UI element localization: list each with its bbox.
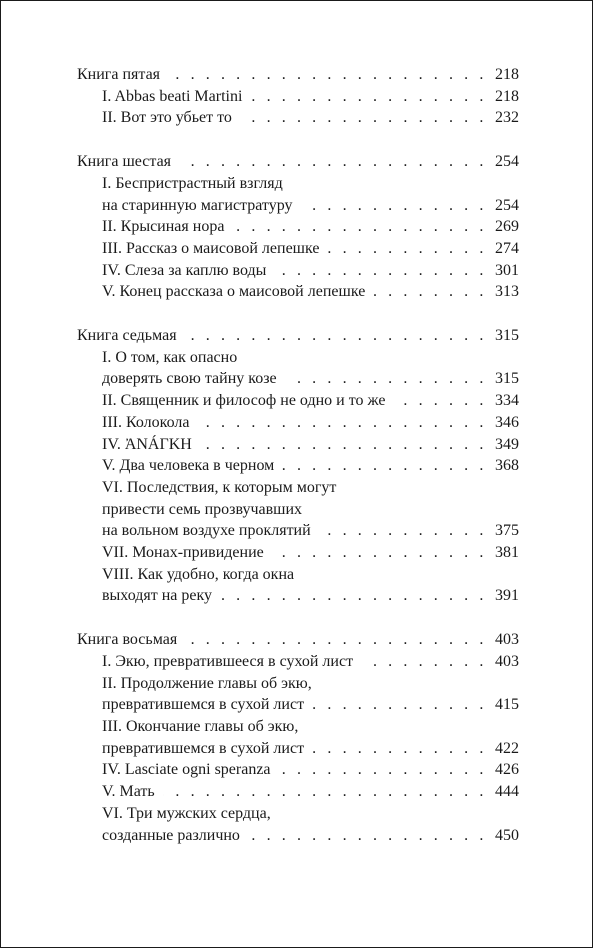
page-number: 391 (495, 587, 519, 605)
chapter-title: IV. Слеза за каплю воды (102, 261, 267, 279)
page-number: 254 (495, 153, 519, 171)
section-title: Книга шестая (77, 153, 172, 171)
chapter-title: I. Экю, превратившееся в сухой лист (102, 652, 354, 670)
dot-leader (327, 238, 487, 260)
dot-leader (250, 86, 487, 108)
section-title: Книга пятая (77, 66, 161, 83)
chapter-title: IV. ἈNÁΓKH (102, 435, 192, 453)
dot-leader (319, 520, 487, 542)
chapter-title: V. Мать (102, 783, 155, 801)
dot-leader (282, 455, 487, 477)
page-number: 403 (495, 631, 519, 649)
chapter-title: превратившемся в сухой лист (102, 696, 305, 714)
dot-leader (274, 260, 487, 282)
chapter-title: созданные различно (102, 826, 240, 844)
page-number: 313 (495, 283, 519, 301)
table-of-contents (77, 64, 519, 868)
chapter-row (77, 238, 519, 260)
chapter-row (77, 738, 519, 760)
toc-section (77, 64, 519, 129)
chapter-row (77, 825, 519, 847)
section-title: Книга седьмая (77, 327, 177, 345)
section-heading-row (77, 325, 519, 347)
chapter-row (77, 216, 519, 238)
page-number: 422 (495, 739, 519, 757)
page-number: 368 (495, 457, 519, 475)
page-number: 381 (495, 544, 519, 562)
dot-leader (185, 325, 487, 347)
dot-leader (163, 781, 487, 803)
page-number: 269 (495, 218, 519, 236)
dot-leader (220, 585, 487, 607)
section-heading-row (77, 64, 519, 86)
chapter-row (77, 651, 519, 673)
dot-leader (393, 390, 487, 412)
chapter-row (77, 520, 519, 542)
page-number: 301 (495, 261, 519, 279)
chapter-title: III. Рассказ о маисовой лепешке (102, 239, 320, 257)
page-number: 218 (495, 87, 519, 105)
dot-leader (240, 107, 487, 129)
page-number: 254 (495, 196, 519, 214)
chapter-row (77, 281, 519, 303)
chapter-row (77, 694, 519, 716)
dot-leader (272, 542, 487, 564)
dot-leader (179, 151, 487, 173)
chapter-title: превратившемся в сухой лист (102, 739, 305, 757)
chapter-row (77, 260, 519, 282)
chapter-title-line: VI. Последствия, к которым могут (102, 478, 337, 496)
dot-leader (168, 64, 487, 86)
chapter-title: VII. Монах-привидение (102, 544, 264, 562)
toc-section (77, 151, 519, 303)
dot-leader (197, 412, 487, 434)
page-number: 450 (495, 826, 519, 844)
page-number: 315 (495, 327, 519, 345)
chapter-title-line: III. Окончание главы об экю, (102, 717, 299, 735)
toc-section (77, 629, 519, 846)
page-number: 334 (495, 392, 519, 410)
chapter-row (77, 781, 519, 803)
chapter-row (77, 107, 519, 129)
page-number: 403 (495, 652, 519, 670)
chapter-title: на старинную магистратуру (102, 196, 293, 214)
dot-leader (279, 759, 487, 781)
chapter-title: II. Священник и философ не одно и то же (102, 392, 386, 410)
chapter-title: II. Вот это убьет то (102, 109, 232, 127)
chapter-title-line: I. О том, как опасно (102, 348, 238, 366)
dot-leader (200, 434, 487, 456)
chapter-title: III. Колокола (102, 413, 190, 431)
page-number: 375 (495, 522, 519, 540)
chapter-title-line: I. Беспристрастный взгляд (102, 174, 283, 192)
dot-leader (361, 651, 487, 673)
page-number: 232 (495, 109, 519, 127)
chapter-title: доверять свою тайну козе (102, 370, 277, 388)
page-number: 315 (495, 370, 519, 388)
chapter-title: выходят на реку (102, 587, 213, 605)
dot-leader (373, 281, 487, 303)
chapter-title: на вольном воздухе проклятий (102, 522, 311, 540)
chapter-row (77, 759, 519, 781)
dot-leader (248, 825, 487, 847)
chapter-row (77, 390, 519, 412)
section-heading-row (77, 151, 519, 173)
chapter-title: V. Два человека в черном (102, 457, 275, 475)
dot-leader (232, 216, 487, 238)
chapter-title-line: привести семь прозвучавших (102, 500, 303, 518)
page-number: 426 (495, 761, 519, 779)
page-number: 444 (495, 783, 519, 801)
dot-leader (312, 738, 487, 760)
chapter-row (77, 195, 519, 217)
chapter-row (77, 412, 519, 434)
chapter-title-line: II. Продолжение главы об экю, (102, 674, 312, 692)
section-title: Книга восьмая (77, 631, 178, 649)
dot-leader (185, 629, 487, 651)
chapter-title-line: VI. Три мужских сердца, (102, 804, 271, 822)
chapter-title-line: VIII. Как удобно, когда окна (102, 565, 295, 583)
chapter-row (77, 455, 519, 477)
dot-leader (312, 694, 487, 716)
page-number: 274 (495, 239, 519, 257)
chapter-row (77, 368, 519, 390)
toc-section (77, 325, 519, 607)
chapter-row (77, 434, 519, 456)
dot-leader (285, 368, 487, 390)
page-number: 349 (495, 435, 519, 453)
chapter-row (77, 86, 519, 108)
page-number: 346 (495, 413, 519, 431)
chapter-title: I. Abbas beati Martini (102, 87, 243, 105)
page-number: 218 (495, 66, 519, 83)
chapter-row (77, 542, 519, 564)
chapter-title: II. Крысиная нора (102, 218, 225, 236)
chapter-title: V. Конец рассказа о маисовой лепешке (102, 283, 366, 301)
chapter-title: IV. Lasciate ogni speranza (102, 761, 271, 779)
dot-leader (300, 195, 487, 217)
section-heading-row (77, 629, 519, 651)
page-number: 415 (495, 696, 519, 714)
chapter-row (77, 585, 519, 607)
